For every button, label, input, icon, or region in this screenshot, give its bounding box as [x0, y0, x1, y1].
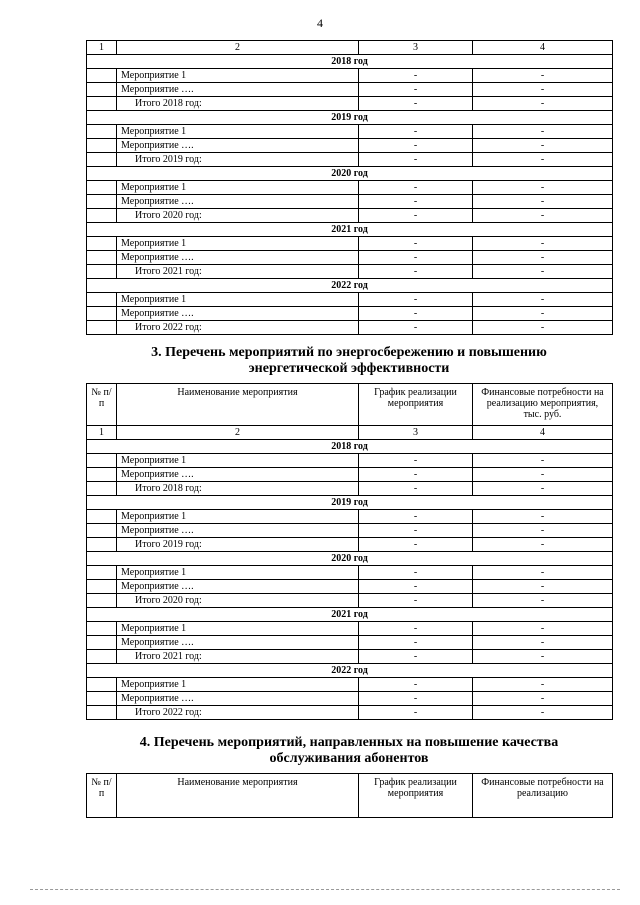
- row-number-cell: [87, 209, 117, 223]
- col-number: 1: [87, 41, 117, 55]
- year-row: [87, 440, 613, 454]
- header-number: № п/п: [87, 774, 117, 818]
- year-label: 2021 год: [87, 608, 613, 622]
- total-row: [87, 321, 613, 335]
- row-number-cell: [87, 468, 117, 482]
- schedule-cell: -: [359, 195, 473, 209]
- year-label: 2020 год: [87, 167, 613, 181]
- scan-edge-line: [30, 889, 620, 890]
- schedule-cell: -: [359, 125, 473, 139]
- finance-cell: -: [473, 293, 613, 307]
- schedule-cell: -: [359, 580, 473, 594]
- table-row: [87, 566, 613, 580]
- table-row: [87, 125, 613, 139]
- year-row: [87, 279, 613, 293]
- total-label: Итого 2020 год:: [117, 209, 359, 223]
- finance-cell: -: [473, 622, 613, 636]
- schedule-cell: -: [359, 321, 473, 335]
- section-3-title-line2: энергетической эффективности: [248, 361, 450, 376]
- year-label: 2021 год: [87, 223, 613, 237]
- finance-cell: -: [473, 265, 613, 279]
- schedule-cell: -: [359, 650, 473, 664]
- finance-cell: -: [473, 195, 613, 209]
- total-label: Итого 2022 год:: [117, 706, 359, 720]
- table-row: [87, 251, 613, 265]
- table-row: [87, 454, 613, 468]
- total-label: Итого 2019 год:: [117, 153, 359, 167]
- year-row: [87, 223, 613, 237]
- year-row: [87, 111, 613, 125]
- measure-name: Мероприятие ….: [117, 139, 359, 153]
- header-name: Наименование мероприятия: [117, 774, 359, 818]
- header-finance: Финансовые потребности на реализацию: [473, 774, 613, 818]
- measure-name: Мероприятие ….: [117, 636, 359, 650]
- row-number-cell: [87, 251, 117, 265]
- measure-name: Мероприятие 1: [117, 566, 359, 580]
- measure-name: Мероприятие 1: [117, 678, 359, 692]
- table-continuation: [86, 40, 613, 335]
- year-row: [87, 55, 613, 69]
- col-number: 4: [473, 426, 613, 440]
- finance-cell: -: [473, 482, 613, 496]
- table-row: [87, 195, 613, 209]
- table-row: [87, 83, 613, 97]
- total-label: Итого 2018 год:: [117, 97, 359, 111]
- total-label: Итого 2018 год:: [117, 482, 359, 496]
- table-header-row: [87, 384, 613, 426]
- table-row: [87, 692, 613, 706]
- year-row: [87, 552, 613, 566]
- finance-cell: -: [473, 636, 613, 650]
- measure-name: Мероприятие ….: [117, 524, 359, 538]
- table-header-row: [87, 774, 613, 818]
- year-label: 2019 год: [87, 111, 613, 125]
- schedule-cell: -: [359, 538, 473, 552]
- schedule-cell: -: [359, 692, 473, 706]
- total-row: [87, 538, 613, 552]
- measure-name: Мероприятие 1: [117, 237, 359, 251]
- measure-name: Мероприятие 1: [117, 622, 359, 636]
- finance-cell: -: [473, 594, 613, 608]
- table-row: [87, 678, 613, 692]
- row-number-cell: [87, 265, 117, 279]
- section-3-title-line1: 3. Перечень мероприятий по энергосбережению и повышению: [151, 345, 547, 360]
- col-number: 1: [87, 426, 117, 440]
- year-row: [87, 167, 613, 181]
- year-row: [87, 608, 613, 622]
- row-number-cell: [87, 97, 117, 111]
- header-finance: Финансовые потребности на реализацию мероприятия, тыс. руб.: [473, 384, 613, 426]
- section-3-title: [86, 345, 612, 377]
- total-row: [87, 209, 613, 223]
- total-row: [87, 482, 613, 496]
- schedule-cell: -: [359, 97, 473, 111]
- total-row: [87, 650, 613, 664]
- finance-cell: -: [473, 181, 613, 195]
- row-number-cell: [87, 125, 117, 139]
- schedule-cell: -: [359, 181, 473, 195]
- measure-name: Мероприятие ….: [117, 580, 359, 594]
- header-name: Наименование мероприятия: [117, 384, 359, 426]
- measure-name: Мероприятие 1: [117, 510, 359, 524]
- year-label: 2018 год: [87, 440, 613, 454]
- row-number-cell: [87, 321, 117, 335]
- finance-cell: -: [473, 566, 613, 580]
- row-number-cell: [87, 678, 117, 692]
- column-number-row: [87, 41, 613, 55]
- year-row: [87, 664, 613, 678]
- table-row: [87, 622, 613, 636]
- row-number-cell: [87, 153, 117, 167]
- table-row: [87, 524, 613, 538]
- row-number-cell: [87, 650, 117, 664]
- row-number-cell: [87, 195, 117, 209]
- header-number: № п/п: [87, 384, 117, 426]
- finance-cell: -: [473, 468, 613, 482]
- table-row: [87, 237, 613, 251]
- finance-cell: -: [473, 706, 613, 720]
- schedule-cell: -: [359, 209, 473, 223]
- schedule-cell: -: [359, 307, 473, 321]
- col-number: 4: [473, 41, 613, 55]
- schedule-cell: -: [359, 566, 473, 580]
- schedule-cell: -: [359, 83, 473, 97]
- total-row: [87, 153, 613, 167]
- measure-name: Мероприятие ….: [117, 195, 359, 209]
- finance-cell: -: [473, 580, 613, 594]
- header-schedule: График реализации мероприятия: [359, 384, 473, 426]
- finance-cell: -: [473, 510, 613, 524]
- row-number-cell: [87, 580, 117, 594]
- row-number-cell: [87, 692, 117, 706]
- schedule-cell: -: [359, 69, 473, 83]
- year-row: [87, 496, 613, 510]
- year-label: 2020 год: [87, 552, 613, 566]
- row-number-cell: [87, 307, 117, 321]
- section-4-title-line1: 4. Перечень мероприятий, направленных на повышение качества: [139, 735, 559, 750]
- total-label: Итого 2019 год:: [117, 538, 359, 552]
- col-number: 3: [359, 426, 473, 440]
- measure-name: Мероприятие 1: [117, 125, 359, 139]
- total-label: Итого 2020 год:: [117, 594, 359, 608]
- finance-cell: -: [473, 153, 613, 167]
- row-number-cell: [87, 237, 117, 251]
- measure-name: Мероприятие ….: [117, 692, 359, 706]
- schedule-cell: -: [359, 265, 473, 279]
- row-number-cell: [87, 636, 117, 650]
- finance-cell: -: [473, 125, 613, 139]
- table-row: [87, 69, 613, 83]
- section-4-title-line2: обслуживания абонентов: [269, 751, 429, 766]
- col-number: 2: [117, 426, 359, 440]
- table-row: [87, 139, 613, 153]
- table-row: [87, 468, 613, 482]
- section-4-title: [86, 735, 612, 767]
- row-number-cell: [87, 482, 117, 496]
- schedule-cell: -: [359, 251, 473, 265]
- schedule-cell: -: [359, 454, 473, 468]
- row-number-cell: [87, 139, 117, 153]
- finance-cell: -: [473, 139, 613, 153]
- row-number-cell: [87, 510, 117, 524]
- column-number-row: [87, 426, 613, 440]
- total-label: Итого 2021 год:: [117, 265, 359, 279]
- schedule-cell: -: [359, 636, 473, 650]
- schedule-cell: -: [359, 153, 473, 167]
- schedule-cell: -: [359, 139, 473, 153]
- table-section-3: [86, 383, 613, 720]
- table-row: [87, 307, 613, 321]
- total-row: [87, 706, 613, 720]
- schedule-cell: -: [359, 468, 473, 482]
- year-label: 2018 год: [87, 55, 613, 69]
- finance-cell: -: [473, 307, 613, 321]
- schedule-cell: -: [359, 237, 473, 251]
- table-row: [87, 636, 613, 650]
- table-section-4: [86, 773, 613, 818]
- total-row: [87, 265, 613, 279]
- row-number-cell: [87, 524, 117, 538]
- year-label: 2019 год: [87, 496, 613, 510]
- table-row: [87, 181, 613, 195]
- schedule-cell: -: [359, 293, 473, 307]
- schedule-cell: -: [359, 622, 473, 636]
- measure-name: Мероприятие 1: [117, 69, 359, 83]
- finance-cell: -: [473, 83, 613, 97]
- row-number-cell: [87, 181, 117, 195]
- schedule-cell: -: [359, 706, 473, 720]
- measure-name: Мероприятие ….: [117, 251, 359, 265]
- total-label: Итого 2022 год:: [117, 321, 359, 335]
- total-label: Итого 2021 год:: [117, 650, 359, 664]
- measure-name: Мероприятие 1: [117, 454, 359, 468]
- col-number: 3: [359, 41, 473, 55]
- measure-name: Мероприятие ….: [117, 468, 359, 482]
- row-number-cell: [87, 83, 117, 97]
- finance-cell: -: [473, 209, 613, 223]
- table-row: [87, 293, 613, 307]
- schedule-cell: -: [359, 482, 473, 496]
- row-number-cell: [87, 566, 117, 580]
- finance-cell: -: [473, 69, 613, 83]
- row-number-cell: [87, 706, 117, 720]
- page-number: 4: [317, 16, 323, 30]
- year-label: 2022 год: [87, 664, 613, 678]
- year-label: 2022 год: [87, 279, 613, 293]
- total-row: [87, 594, 613, 608]
- col-number: 2: [117, 41, 359, 55]
- row-number-cell: [87, 293, 117, 307]
- row-number-cell: [87, 594, 117, 608]
- measure-name: Мероприятие ….: [117, 307, 359, 321]
- finance-cell: -: [473, 538, 613, 552]
- schedule-cell: -: [359, 524, 473, 538]
- finance-cell: -: [473, 321, 613, 335]
- finance-cell: -: [473, 692, 613, 706]
- measure-name: Мероприятие 1: [117, 293, 359, 307]
- finance-cell: -: [473, 524, 613, 538]
- finance-cell: -: [473, 237, 613, 251]
- finance-cell: -: [473, 251, 613, 265]
- table-row: [87, 580, 613, 594]
- row-number-cell: [87, 622, 117, 636]
- row-number-cell: [87, 538, 117, 552]
- finance-cell: -: [473, 650, 613, 664]
- schedule-cell: -: [359, 594, 473, 608]
- finance-cell: -: [473, 454, 613, 468]
- schedule-cell: -: [359, 510, 473, 524]
- total-row: [87, 97, 613, 111]
- measure-name: Мероприятие ….: [117, 83, 359, 97]
- measure-name: Мероприятие 1: [117, 181, 359, 195]
- header-schedule: График реализации мероприятия: [359, 774, 473, 818]
- schedule-cell: -: [359, 678, 473, 692]
- row-number-cell: [87, 454, 117, 468]
- finance-cell: -: [473, 97, 613, 111]
- table-row: [87, 510, 613, 524]
- finance-cell: -: [473, 678, 613, 692]
- row-number-cell: [87, 69, 117, 83]
